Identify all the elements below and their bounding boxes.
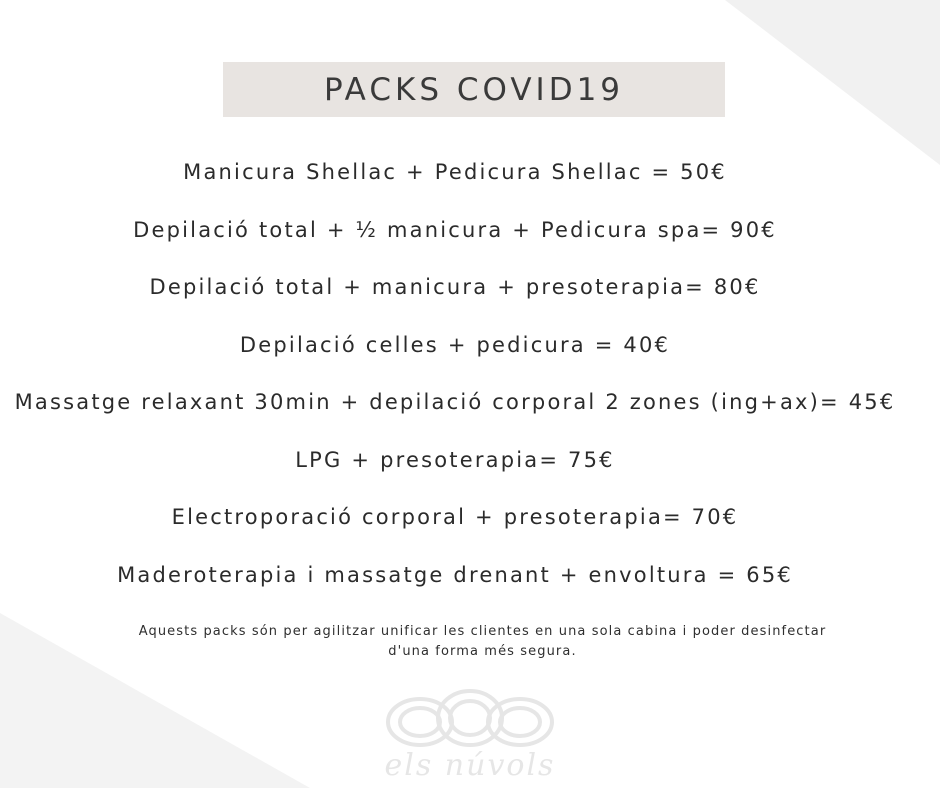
cloud-rings-icon	[380, 682, 560, 752]
footnote-line-2: d'una forma més segura.	[388, 644, 577, 659]
pack-item: Massatge relaxant 30min + depilació corporal 2 zones (ing+ax)= 45€	[14, 390, 896, 414]
footnote	[80, 622, 885, 662]
packs-list	[0, 150, 910, 610]
pack-item: Depilació celles + pedicura = 40€	[239, 332, 671, 357]
page-title: PACKS COVID19	[323, 71, 625, 108]
pack-item: Maderoterapia i massatge drenant + envoltura = 65€	[117, 562, 793, 587]
title-banner	[223, 62, 725, 117]
pack-item: LPG + presoterapia= 75€	[295, 447, 615, 472]
logo-text: els núvols	[384, 748, 556, 783]
pack-item: Manicura Shellac + Pedicura Shellac = 50€	[183, 160, 727, 184]
brand-logo	[380, 682, 560, 788]
footnote-line-1: Aquests packs són per agilitzar unificar les clientes en una sola cabina i poder desinfectar	[138, 624, 827, 639]
decorative-triangle-top-right	[725, 0, 940, 165]
pack-item: Electroporació corporal + presoterapia= 70€	[171, 505, 739, 529]
pack-item: Depilació total + manicura + presoterapia= 80€	[149, 275, 761, 299]
pack-item: Depilació total + ½ manicura + Pedicura spa= 90€	[133, 217, 777, 242]
